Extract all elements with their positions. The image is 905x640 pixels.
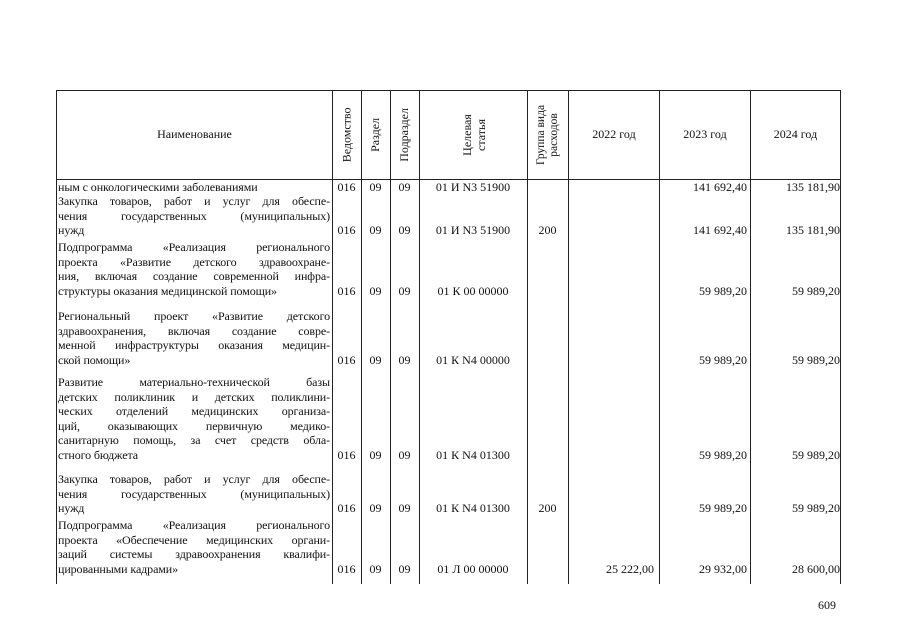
header-podrazdel-text: Подраздел <box>397 108 412 162</box>
row-ved: 016 <box>337 352 356 367</box>
row-podrazdel: 09 <box>398 223 411 238</box>
row-name-line: структуры оказания медицинской помощи» <box>58 283 277 298</box>
row-ved: 016 <box>337 223 356 238</box>
row-razdel: 09 <box>369 283 382 298</box>
row-podrazdel: 09 <box>398 448 411 462</box>
row-name-line: Подпрограмма «Реализация регионального <box>58 518 330 532</box>
row-name-line: Закупка товаров, работ и услуг для обеспе- <box>58 194 330 208</box>
row-name-line: нужд <box>58 223 85 238</box>
table-row <box>56 472 840 516</box>
header-name <box>56 90 333 180</box>
row-ved: 016 <box>337 561 356 576</box>
header-gruppa-line1: Группа вида <box>535 104 548 166</box>
row-y2024: 135 181,90 <box>786 223 840 238</box>
row-y2023: 29 932,00 <box>699 561 747 576</box>
row-name-line: здравоохранения, включая создание совре- <box>58 323 330 338</box>
row-y2023: 59 989,20 <box>699 448 747 462</box>
row-name-line: Закупка товаров, работ и услуг для обеспе- <box>58 472 330 486</box>
header-vedomstvo <box>332 90 362 180</box>
table-row <box>56 518 840 576</box>
header-2024 <box>750 90 841 180</box>
table-row <box>56 194 840 238</box>
row-podrazdel: 09 <box>398 180 411 194</box>
row-name-line: ния, включая создание современной инфра- <box>58 269 330 284</box>
header-name-text: Наименование <box>157 127 232 142</box>
table-row <box>56 375 840 463</box>
header-gruppa <box>527 90 569 180</box>
header-2023 <box>659 90 751 180</box>
row-name <box>58 240 330 298</box>
row-name-line: ций, оказывающих первичную медико- <box>58 418 330 433</box>
row-name-line: цированными кадрами» <box>58 561 179 576</box>
row-name-line: чения государственных (муниципальных) <box>58 208 330 223</box>
row-celevaya: 01 К N4 00000 <box>436 352 510 367</box>
row-name-line: Региональный проект «Развитие детского <box>58 309 330 323</box>
row-name-line: ным с онкологическими заболеваниями <box>58 180 258 194</box>
row-celevaya: 01 Л 00 00000 <box>437 561 509 576</box>
header-2022-text: 2022 год <box>592 127 636 142</box>
row-gruppa: 200 <box>538 501 557 516</box>
row-y2023: 141 692,40 <box>693 223 747 238</box>
row-y2023: 59 989,20 <box>699 283 747 298</box>
row-celevaya: 01 К N4 01300 <box>436 501 510 516</box>
row-y2023: 59 989,20 <box>699 501 747 516</box>
header-celevaya-line1: Целевая <box>459 114 474 156</box>
row-podrazdel: 09 <box>398 561 411 576</box>
header-gruppa-text <box>535 105 561 165</box>
row-name-line: менной инфраструктуры оказания медицин- <box>58 338 330 353</box>
row-ved: 016 <box>337 448 356 462</box>
row-y2024: 135 181,90 <box>786 180 840 194</box>
row-y2023: 141 692,40 <box>693 180 747 194</box>
row-celevaya: 01 К N4 01300 <box>436 448 510 462</box>
header-podrazdel <box>390 90 420 180</box>
header-gruppa-line2: расходов <box>548 113 561 157</box>
row-name-line: проекта «Обеспечение медицинских органи- <box>58 532 330 547</box>
header-2023-text: 2023 год <box>683 127 727 142</box>
column-rule <box>840 180 841 584</box>
row-y2024: 28 600,00 <box>792 561 840 576</box>
row-name-line: заций системы здравоохранения квалифи- <box>58 547 330 562</box>
row-razdel: 09 <box>369 448 382 462</box>
row-name <box>58 194 330 238</box>
row-gruppa: 200 <box>538 223 557 238</box>
row-y2024: 59 989,20 <box>792 283 840 298</box>
row-celevaya: 01 И N3 51900 <box>435 223 511 238</box>
header-2022 <box>568 90 660 180</box>
row-name-line: ческих отделений медицинских организа- <box>58 404 330 419</box>
row-name <box>58 375 330 463</box>
header-celevaya-line2: статья <box>473 119 488 151</box>
row-ved: 016 <box>337 283 356 298</box>
row-name <box>58 180 330 195</box>
row-name <box>58 472 330 516</box>
row-name-line: ской помощи» <box>58 352 131 367</box>
header-razdel <box>361 90 391 180</box>
row-name-line: санитарную помощь, за счет средств обла- <box>58 433 330 448</box>
header-celevaya-text <box>459 114 487 156</box>
row-name-line: детских поликлиник и детских поликлини- <box>58 389 330 404</box>
row-name-line: нужд <box>58 501 85 516</box>
row-name-line: Подпрограмма «Реализация регионального <box>58 240 330 254</box>
row-ved: 016 <box>337 501 356 516</box>
page-number: 609 <box>818 598 836 612</box>
row-razdel: 09 <box>369 180 382 194</box>
row-celevaya: 01 И N3 51900 <box>435 180 511 194</box>
row-y2023: 59 989,20 <box>699 352 747 367</box>
table-row <box>56 240 840 298</box>
header-razdel-text: Раздел <box>368 118 383 152</box>
row-razdel: 09 <box>369 223 382 238</box>
row-name <box>58 518 330 576</box>
row-razdel: 09 <box>369 352 382 367</box>
row-name <box>58 309 330 367</box>
row-name-line: стного бюджета <box>58 447 138 462</box>
row-ved: 016 <box>337 180 356 194</box>
row-name-line: проекта «Развитие детского здравоохране- <box>58 254 330 269</box>
table-row <box>56 309 840 367</box>
row-y2024: 59 989,20 <box>792 448 840 462</box>
header-celevaya <box>419 90 528 180</box>
row-name-line: чения государственных (муниципальных) <box>58 486 330 501</box>
row-celevaya: 01 К 00 00000 <box>437 283 509 298</box>
row-y2024: 59 989,20 <box>792 501 840 516</box>
row-podrazdel: 09 <box>398 283 411 298</box>
header-vedomstvo-text: Ведомство <box>339 107 354 163</box>
row-razdel: 09 <box>369 561 382 576</box>
table-row <box>56 180 840 195</box>
header-2024-text: 2024 год <box>773 127 818 142</box>
row-y2024: 59 989,20 <box>792 352 840 367</box>
row-podrazdel: 09 <box>398 501 411 516</box>
row-y2022: 25 222,00 <box>606 561 654 576</box>
row-podrazdel: 09 <box>398 352 411 367</box>
row-razdel: 09 <box>369 501 382 516</box>
row-name-line: Развитие материально-технической базы <box>58 375 330 389</box>
